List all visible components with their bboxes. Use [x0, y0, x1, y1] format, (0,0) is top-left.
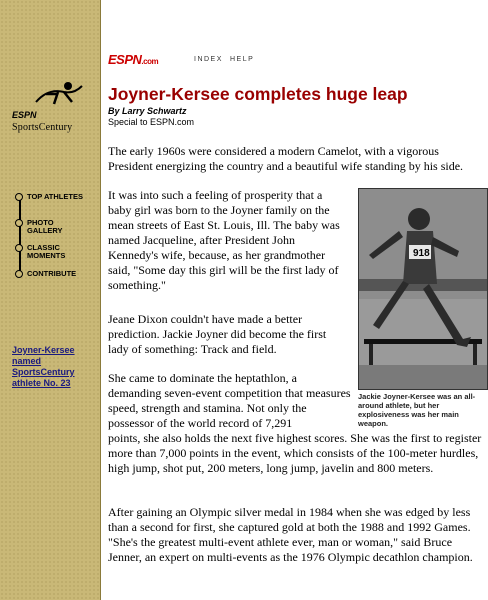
athlete-photo [358, 188, 488, 390]
article-paragraph: The early 1960s were considered a modern Camelot, with a vigorous President energizing the country and a beautiful wife standing by his side. [108, 144, 464, 173]
sportscentury-logo[interactable] [6, 84, 96, 136]
nav-label: CONTRIBUTE [27, 269, 77, 278]
bib-number: 918 [413, 248, 430, 259]
athlete-rank-link[interactable]: Joyner-Kersee named SportsCentury athlete No. 23 [12, 345, 75, 388]
article-paragraph: points, she also holds the next five highest scores. She was the first to register more than 7,000 points in the event, which consists of the 100-meter hurdles, high jump, shot put, 200 meters, long jump, javelin and 800 meters. [108, 431, 482, 475]
logo-title: SportsCentury [12, 122, 73, 133]
logo-brand: ESPN [12, 110, 37, 120]
help-link[interactable]: HELP [230, 56, 255, 63]
photo-caption: Jackie Joyner-Kersee was an all-around athlete, but her explosiveness was her main weapon. [358, 392, 476, 428]
sidebar [0, 0, 100, 600]
article-paragraph: After gaining an Olympic silver medal in 1984 when she was edged by less than a second for first, she captured gold at both the 1988 and 1992 Games. "She's the greatest multi-event athlete ever, man or woman," said Bruce Jenner, an expert on multi-events as the 1976 Olympic decathlon champion. [108, 505, 473, 564]
nav-bullet-icon [15, 244, 23, 252]
article-paragraph: It was into such a feeling of prosperity that a baby girl was born to the Joyner family on the mean streets of East St. Louis, Ill. The baby was named Jacqueline, after President John Kennedy's wife, because, as her grandmother said, "Some day this girl will be the first lady of something." [108, 188, 340, 292]
article-headline: Joyner-Kersee completes huge leap [108, 84, 408, 104]
nav-label: TOP ATHLETES [27, 192, 83, 201]
hurdler-photo-image [359, 189, 487, 389]
nav-bullet-icon [15, 270, 23, 278]
nav-label: PHOTO GALLERY [27, 218, 63, 235]
espn-logo[interactable] [108, 52, 158, 67]
nav-bullet-icon [15, 219, 23, 227]
nav-bullet-icon [15, 193, 23, 201]
index-link[interactable]: INDEX [194, 56, 223, 63]
nav-connector-line [19, 196, 21, 276]
article-byline: By Larry Schwartz [108, 106, 187, 116]
article-paragraph: Jeane Dixon couldn't have made a better prediction. Jackie Joyner did become the first lady of something: Track and field. [108, 312, 327, 356]
article-source: Special to ESPN.com [108, 117, 195, 127]
sidebar-divider [100, 0, 101, 600]
hurdler-logo-icon [28, 80, 88, 110]
espn-suffix: .com [141, 57, 159, 66]
nav-label: CLASSIC MOMENTS [27, 243, 66, 260]
article-paragraph: She came to dominate the heptathlon, a demanding seven-event competition that measures speed, strength and stamina. Not only the possessor of the world record of 7,291 [108, 371, 351, 430]
espn-brand: ESPN [108, 52, 142, 67]
